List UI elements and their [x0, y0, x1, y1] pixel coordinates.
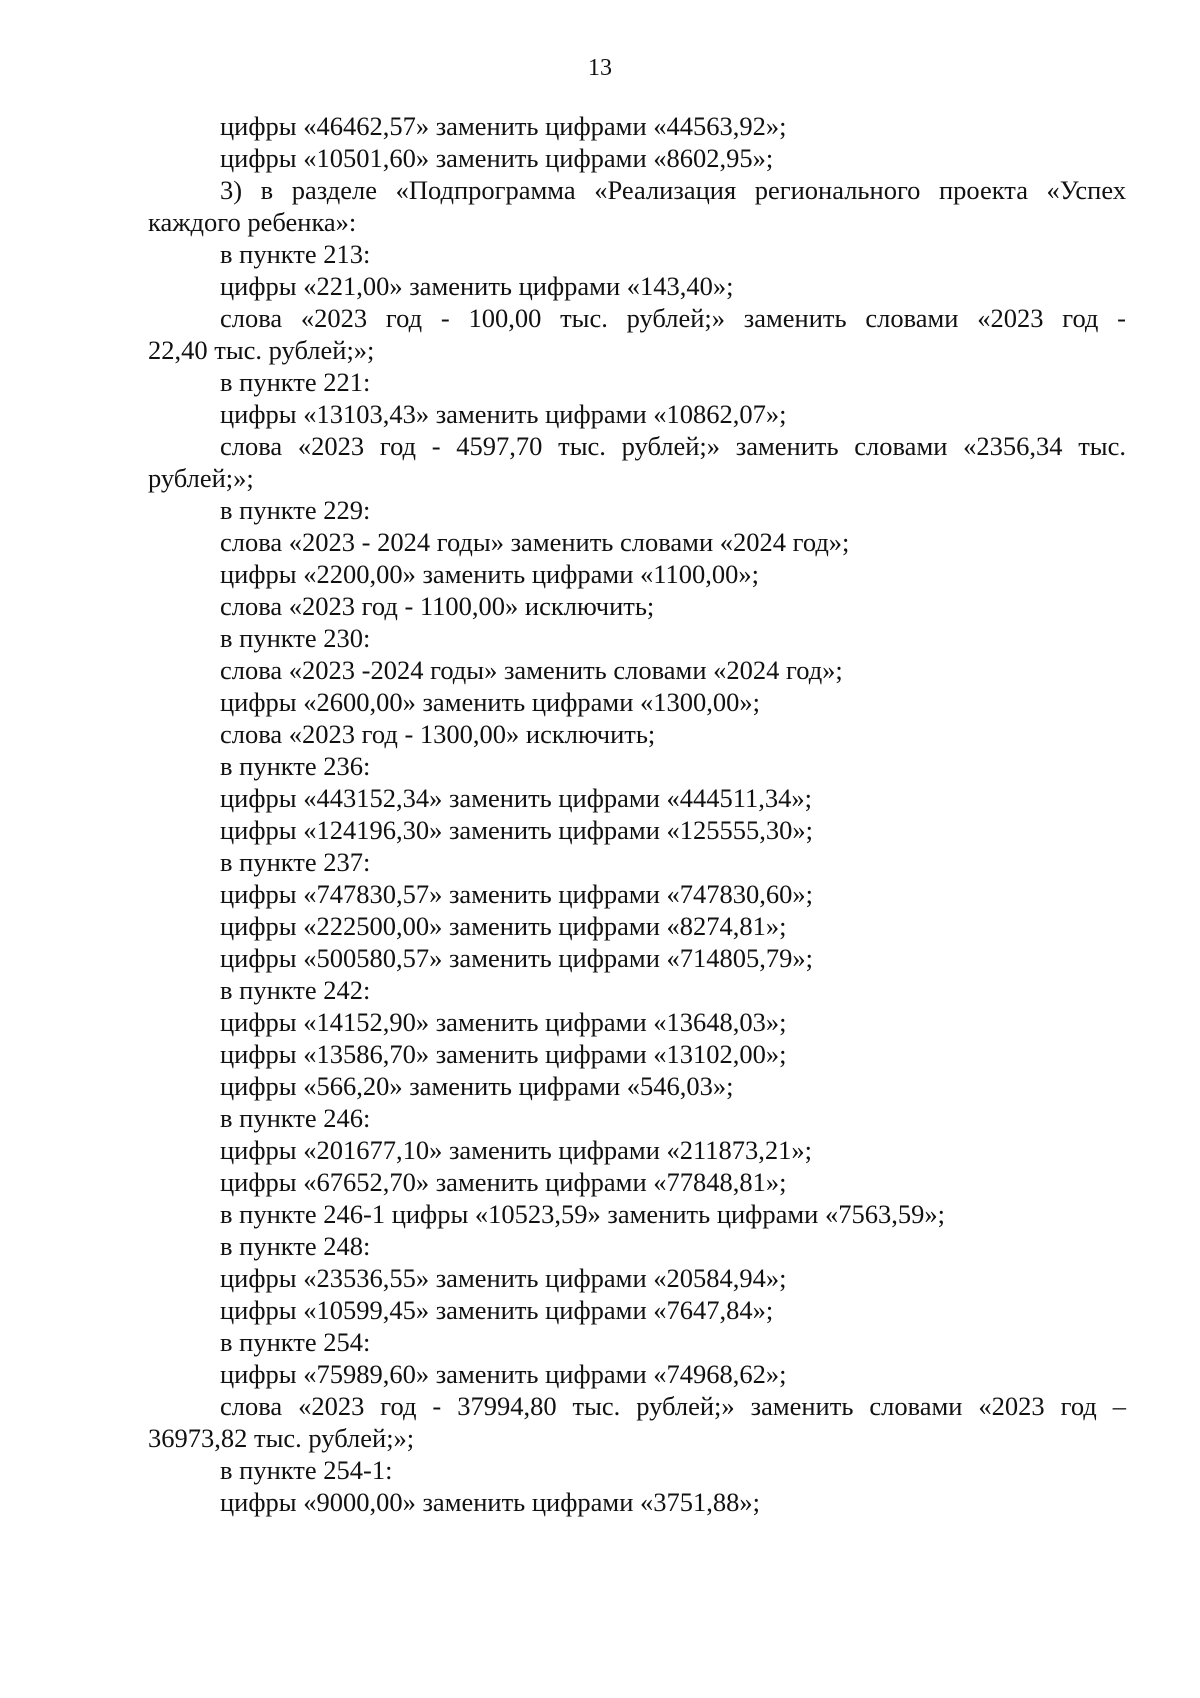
text-line: 3) в разделе «Подпрограмма «Реализация регионального проекта «Успех	[220, 175, 1126, 205]
text-line: цифры «75989,60» заменить цифрами «74968,62»;	[220, 1359, 787, 1389]
text-line: слова «2023 год - 100,00 тыс. рублей;» заменить словами «2023 год -	[220, 303, 1126, 333]
text-line: цифры «13103,43» заменить цифрами «10862,07»;	[220, 399, 787, 429]
text-line: цифры «443152,34» заменить цифрами «444511,34»;	[220, 783, 813, 813]
text-line: в пункте 248:	[220, 1231, 371, 1261]
text-line: цифры «747830,57» заменить цифрами «747830,60»;	[220, 879, 813, 909]
text-line: цифры «500580,57» заменить цифрами «714805,79»;	[220, 943, 813, 973]
text-line: цифры «10501,60» заменить цифрами «8602,95»;	[220, 143, 774, 173]
text-line: цифры «222500,00» заменить цифрами «8274,81»;	[220, 911, 787, 941]
text-line: в пункте 236:	[220, 751, 371, 781]
text-line: цифры «2600,00» заменить цифрами «1300,00»;	[220, 687, 760, 717]
text-line: слова «2023 год - 37994,80 тыс. рублей;» заменить словами «2023 год –	[220, 1391, 1126, 1421]
text-line: слова «2023 год - 4597,70 тыс. рублей;» заменить словами «2356,34 тыс.	[220, 431, 1126, 461]
text-line: в пункте 254:	[220, 1327, 371, 1357]
text-line: цифры «67652,70» заменить цифрами «77848,81»;	[220, 1167, 787, 1197]
text-line: цифры «13586,70» заменить цифрами «13102,00»;	[220, 1039, 787, 1069]
document-body	[148, 110, 1126, 1518]
text-line: 22,40 тыс. рублей;»;	[148, 335, 375, 365]
text-line: слова «2023 год - 1300,00» исключить;	[220, 719, 656, 749]
text-line: цифры «2200,00» заменить цифрами «1100,00»;	[220, 559, 760, 589]
text-line: цифры «10599,45» заменить цифрами «7647,84»;	[220, 1295, 774, 1325]
text-line: в пункте 246:	[220, 1103, 371, 1133]
text-line: в пункте 237:	[220, 847, 371, 877]
text-line: в пункте 242:	[220, 975, 371, 1005]
text-line: цифры «221,00» заменить цифрами «143,40»;	[220, 271, 734, 301]
text-line: цифры «566,20» заменить цифрами «546,03»;	[220, 1071, 734, 1101]
text-line: в пункте 221:	[220, 367, 371, 397]
text-line: слова «2023 год - 1100,00» исключить;	[220, 591, 655, 621]
text-line: в пункте 229:	[220, 495, 371, 525]
text-line: 36973,82 тыс. рублей;»;	[148, 1423, 415, 1453]
text-line: каждого ребенка»:	[148, 207, 357, 237]
text-line: цифры «201677,10» заменить цифрами «211873,21»;	[220, 1135, 813, 1165]
text-line: цифры «14152,90» заменить цифрами «13648,03»;	[220, 1007, 787, 1037]
text-line: слова «2023 -2024 годы» заменить словами «2024 год»;	[220, 655, 843, 685]
text-line: в пункте 254-1:	[220, 1455, 393, 1485]
text-line: в пункте 213:	[220, 239, 371, 269]
page-number: 13	[588, 55, 612, 81]
text-line: цифры «124196,30» заменить цифрами «125555,30»;	[220, 815, 813, 845]
text-line: в пункте 230:	[220, 623, 371, 653]
text-line: рублей;»;	[148, 463, 254, 493]
text-line: цифры «23536,55» заменить цифрами «20584,94»;	[220, 1263, 787, 1293]
text-line: цифры «46462,57» заменить цифрами «44563,92»;	[220, 111, 787, 141]
text-line: цифры «9000,00» заменить цифрами «3751,88»;	[220, 1487, 760, 1517]
text-line: в пункте 246-1 цифры «10523,59» заменить цифрами «7563,59»;	[220, 1199, 945, 1229]
text-line: слова «2023 - 2024 годы» заменить словами «2024 год»;	[220, 527, 850, 557]
